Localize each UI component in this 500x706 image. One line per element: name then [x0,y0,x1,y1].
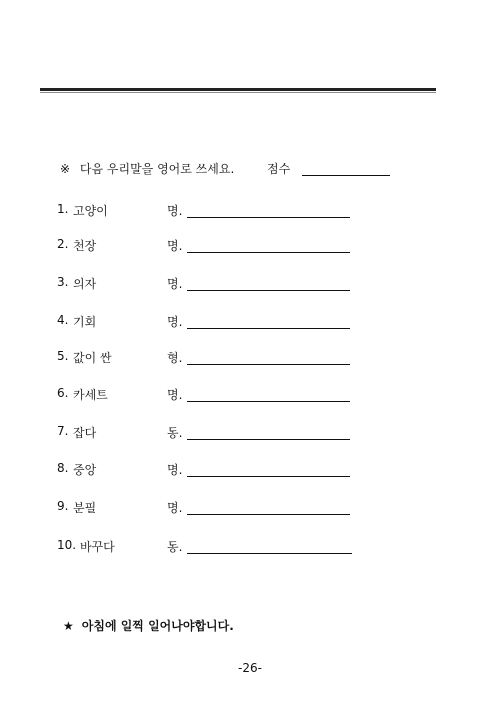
part-of-speech: 명. [167,388,183,402]
answer-blank[interactable] [187,290,350,291]
part-of-speech: 형. [167,351,183,365]
item-number: 5. [57,349,69,363]
item-word: 카세트 [73,388,108,402]
header-rule-shadow [40,92,436,93]
answer-blank[interactable] [187,514,350,515]
item-number: 2. [57,237,69,251]
answer-blank[interactable] [187,364,350,365]
answer-blank[interactable] [187,217,350,218]
item-word: 의자 [73,277,97,291]
item-word: 값이 싼 [73,351,112,365]
part-of-speech: 동. [167,426,183,440]
item-word: 바꾸다 [80,540,115,554]
reference-mark-icon: ※ [60,162,71,176]
item-word: 기회 [73,315,97,329]
tip-line [63,617,234,634]
score-blank[interactable] [302,175,390,176]
score-label: 점수 [267,162,291,176]
item-word: 고양이 [73,204,108,218]
part-of-speech: 동. [167,540,183,554]
item-number: 10. [57,538,77,552]
item-number: 1. [57,202,69,216]
part-of-speech: 명. [167,204,183,218]
instruction-line [60,160,291,177]
part-of-speech: 명. [167,501,183,515]
part-of-speech: 명. [167,277,183,291]
answer-blank[interactable] [187,553,352,554]
item-number: 7. [57,424,69,438]
item-number: 4. [57,313,69,327]
answer-blank[interactable] [187,328,350,329]
answer-blank[interactable] [187,439,350,440]
part-of-speech: 명. [167,239,183,253]
answer-blank[interactable] [187,476,350,477]
item-word: 중앙 [73,463,97,477]
part-of-speech: 명. [167,315,183,329]
header-rule [40,88,436,91]
item-word: 분필 [73,501,97,515]
star-icon: ★ [63,619,74,633]
item-number: 9. [57,499,69,513]
instruction-text: 다음 우리말을 영어로 쓰세요. [79,162,235,176]
item-word: 천장 [73,239,97,253]
item-word: 잡다 [73,426,97,440]
item-number: 6. [57,386,69,400]
page-number: -26- [238,661,262,675]
part-of-speech: 명. [167,463,183,477]
answer-blank[interactable] [187,252,350,253]
answer-blank[interactable] [187,401,350,402]
item-number: 8. [57,461,69,475]
tip-text: 아침에 일찍 일어나야합니다. [81,619,234,633]
item-number: 3. [57,275,69,289]
